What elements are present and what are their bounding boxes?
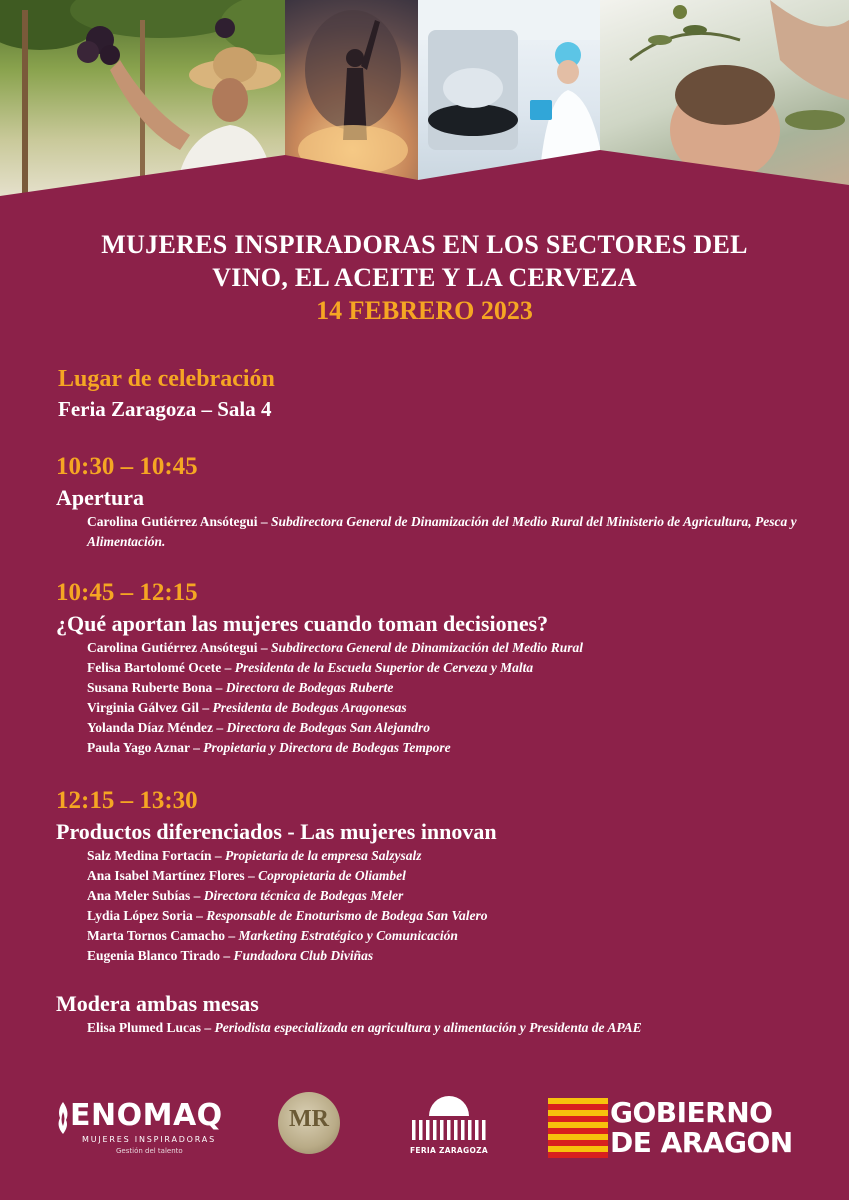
venue-section (58, 364, 275, 424)
speaker-name: Lydia López Soria – (87, 908, 207, 923)
speaker-name: Elisa Plumed Lucas – (87, 1020, 215, 1035)
speaker-role: Directora de Bodegas San Alejandro (226, 720, 431, 735)
speaker-item (87, 738, 807, 758)
speaker-list (87, 512, 807, 552)
aragon-flag-icon (548, 1098, 608, 1158)
speaker-item (87, 946, 807, 966)
header-chevron-mask (0, 0, 849, 200)
session-time: 10:30 – 10:45 (56, 453, 198, 480)
speaker-role: Presidenta de Bodegas Aragonesas (212, 700, 407, 715)
speaker-list (87, 638, 807, 758)
speaker-name: Paula Yago Aznar – (87, 740, 204, 755)
feria-zaragoza-logo (408, 1094, 490, 1164)
speaker-role: Directora técnica de Bodegas Meler (203, 888, 404, 903)
session-opening (56, 452, 807, 552)
speaker-name: Susana Ruberte Bona – (87, 680, 226, 695)
speaker-role: Copropietaria de Oliambel (258, 868, 406, 883)
session-title: Apertura (56, 485, 144, 510)
speaker-list (87, 846, 807, 966)
session-title: ¿Qué aportan las mujeres cuando toman decisiones? (56, 611, 549, 636)
speaker-role: Marketing Estratégico y Comunicación (238, 928, 458, 943)
speaker-role: Subdirectora General de Dinamización del Medio Rural (271, 640, 584, 655)
header-photo-strip (0, 0, 849, 200)
session-title: Productos diferenciados - Las mujeres innovan (56, 819, 497, 844)
speaker-name: Marta Tornos Camacho – (87, 928, 239, 943)
speaker-list (87, 1018, 807, 1038)
enomaq-subtagline: Gestión del talento (116, 1147, 183, 1155)
speaker-name: Yolanda Díaz Méndez – (87, 720, 227, 735)
event-title-line-1: MUJERES INSPIRADORAS EN LOS SECTORES DEL (101, 230, 748, 259)
speaker-role: Fundadora Club Diviñas (233, 948, 374, 963)
speaker-item (87, 1018, 807, 1038)
speaker-name: Ana Meler Subías – (87, 888, 204, 903)
speaker-item (87, 906, 807, 926)
venue-value: Feria Zaragoza – Sala 4 (58, 397, 272, 421)
speaker-name: Carolina Gutiérrez Ansótegui – (87, 640, 271, 655)
enomaq-logo (56, 1098, 223, 1158)
speaker-item (87, 886, 807, 906)
speaker-item (87, 658, 807, 678)
speaker-item (87, 698, 807, 718)
enomaq-tagline: MUJERES INSPIRADORAS (82, 1135, 216, 1144)
speaker-role: Presidenta de la Escuela Superior de Cerveza y Malta (234, 660, 534, 675)
speaker-name: Eugenia Blanco Tirado – (87, 948, 234, 963)
gobierno-aragon-logo (548, 1098, 808, 1160)
session-title: Modera ambas mesas (56, 991, 259, 1016)
aragon-wordmark (610, 1098, 793, 1158)
aragon-line-1: GOBIERNO (610, 1096, 773, 1129)
speaker-name: Carolina Gutiérrez Ansótegui – (87, 514, 271, 529)
speaker-item (87, 718, 807, 738)
aragon-line-2: DE ARAGON (610, 1126, 793, 1159)
speaker-item (87, 846, 807, 866)
session-time: 12:15 – 13:30 (56, 787, 198, 814)
speaker-role: Responsable de Enoturismo de Bodega San Valero (206, 908, 488, 923)
session-decisions (56, 578, 807, 758)
speaker-role: Propietaria de la empresa Salzysalz (225, 848, 422, 863)
session-time: 10:45 – 12:15 (56, 579, 198, 606)
speaker-item (87, 678, 807, 698)
enomaq-wordmark: ENOMAQ (70, 1098, 223, 1133)
venue-label: Lugar de celebración (58, 366, 275, 392)
session-moderator (56, 990, 807, 1038)
session-innovation (56, 786, 807, 966)
feria-building-icon (408, 1094, 490, 1144)
speaker-role: Subdirectora General de Dinamización del Medio Rural del Ministerio de Agricultura, Pesca y Alimentación. (87, 514, 797, 549)
mr-initials: MR (289, 1106, 329, 1132)
event-title-line-2: VINO, EL ACEITE Y LA CERVEZA (212, 263, 637, 292)
mujeres-rurales-badge (278, 1092, 340, 1154)
speaker-item (87, 638, 807, 658)
speaker-role: Propietaria y Directora de Bodegas Tempore (203, 740, 451, 755)
feria-label: FERIA ZARAGOZA (409, 1146, 489, 1155)
speaker-role: Periodista especializada en agricultura y alimentación y Presidenta de APAE (214, 1020, 642, 1035)
flame-icon (56, 1102, 70, 1134)
event-date: 14 FEBRERO 2023 (316, 296, 533, 325)
speaker-role: Directora de Bodegas Ruberte (225, 680, 394, 695)
speaker-item (87, 512, 807, 552)
event-title-block (0, 228, 849, 327)
speaker-name: Felisa Bartolomé Ocete – (87, 660, 235, 675)
speaker-name: Ana Isabel Martínez Flores – (87, 868, 259, 883)
speaker-item (87, 866, 807, 886)
speaker-name: Salz Medina Fortacín – (87, 848, 225, 863)
sponsor-logos (0, 1090, 849, 1170)
speaker-name: Virginia Gálvez Gil – (87, 700, 213, 715)
speaker-item (87, 926, 807, 946)
